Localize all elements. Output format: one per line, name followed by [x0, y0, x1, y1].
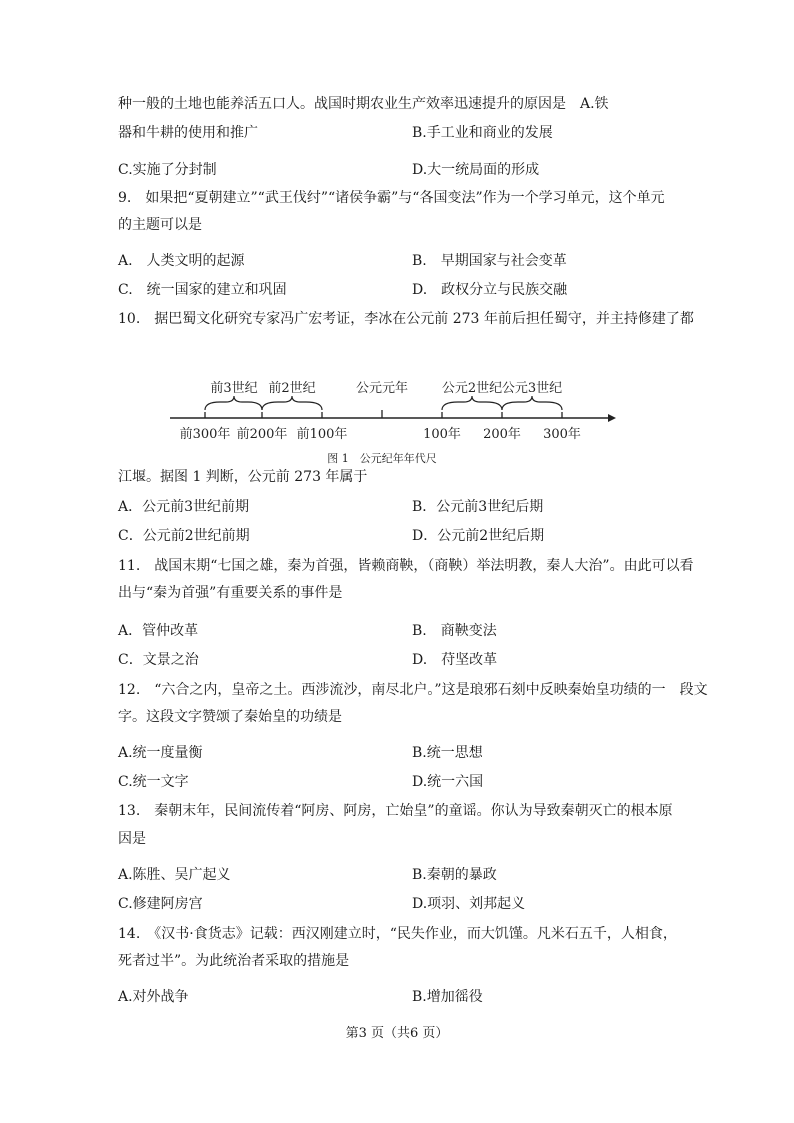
- q13-stem-line1: 13. 秦朝末年，民间流传着“阿房、阿房，亡始皇”的童谣。你认为导致秦朝灭亡的根本原: [118, 803, 673, 819]
- label-ad3: 公元3世纪: [501, 381, 563, 396]
- q13-stem-line2: 因是: [118, 831, 146, 847]
- q11-stem-line1: 11. 战国末期“七国之雄，秦为首强，皆赖商鞅，（商鞅）举法明教，秦人大治”。由此可以看: [118, 558, 694, 574]
- q12-stem-line1: 12. “六合之内，皇帝之土。西涉流沙，南尽北户。”这是琅邪石刻中反映秦始皇功绩的一 段文: [118, 682, 708, 698]
- q12-option-d[interactable]: D.统一六国: [412, 774, 484, 790]
- q9-option-d[interactable]: D. 政权分立与民族交融: [412, 282, 568, 298]
- q8-option-b[interactable]: B.手工业和商业的发展: [412, 125, 553, 141]
- tick-bc300: 前300年: [179, 427, 231, 442]
- label-ad2: 公元2世纪: [441, 381, 503, 396]
- tick-ad300: 300年: [543, 427, 581, 442]
- q9-stem-line1: 9. 如果把“夏朝建立”“武王伐纣”“诸侯争霸”与“各国变法”作为一个学习单元，这个单元: [118, 190, 665, 206]
- brace-ad2: [442, 396, 502, 410]
- q13-option-b[interactable]: B.秦朝的暴政: [412, 867, 497, 883]
- q11-option-c[interactable]: C．文景之治: [118, 652, 199, 668]
- q12-option-a[interactable]: A.统一度量衡: [118, 745, 203, 761]
- q14-stem-line2: 死者过半”。为此统治者采取的措施是: [118, 953, 350, 969]
- brace-bc2: [262, 396, 322, 410]
- page-footer: 第3 页（共6 页）: [345, 1026, 449, 1041]
- label-ad1: 公元元年: [355, 381, 409, 396]
- label-bc3: 前3世纪: [210, 381, 258, 396]
- q9-option-a[interactable]: A. 人类文明的起源: [118, 253, 245, 269]
- label-bc2: 前2世纪: [268, 381, 316, 396]
- q11-option-d[interactable]: D. 苻坚改革: [412, 652, 498, 668]
- q10-option-d[interactable]: D．公元前2世纪后期: [412, 528, 545, 544]
- q12-option-b[interactable]: B.统一思想: [412, 745, 483, 761]
- q11-option-b[interactable]: B. 商鞅变法: [412, 623, 497, 639]
- q12-stem-line2: 字。这段文字赞颂了秦始皇的功绩是: [118, 709, 342, 725]
- q10-option-c[interactable]: C．公元前2世纪前期: [118, 528, 250, 544]
- q8-option-d[interactable]: D.大一统局面的形成: [412, 162, 540, 178]
- q11-stem-line2: 出与“秦为首强”有重要关系的事件是: [118, 585, 343, 601]
- q14-option-a[interactable]: A.对外战争: [118, 989, 189, 1005]
- q13-option-a[interactable]: A.陈胜、吴广起义: [118, 867, 231, 883]
- q14-option-b[interactable]: B.增加徭役: [412, 989, 483, 1005]
- brace-bc3: [205, 396, 262, 410]
- timeline-arrow-icon: [608, 414, 616, 422]
- q8-option-c[interactable]: C.实施了分封制: [118, 162, 217, 178]
- q14-stem-line1: 14. 《汉书·食货志》记载：西汉刚建立时，“民失作业，而大饥馑。凡米石五千，人相食，: [118, 926, 677, 942]
- q9-option-c[interactable]: C. 统一国家的建立和巩固: [118, 282, 287, 298]
- q12-option-c[interactable]: C.统一文字: [118, 774, 189, 790]
- q10-option-a[interactable]: A．公元前3世纪前期: [118, 499, 250, 515]
- tick-ad200: 200年: [483, 427, 521, 442]
- q8-stem-line: 种一般的土地也能养活五口人。战国时期农业生产效率迅速提升的原因是 A.铁: [118, 96, 609, 112]
- q8-option-a-cont[interactable]: 器和牛耕的使用和推广: [118, 125, 258, 141]
- q13-option-d[interactable]: D.项羽、刘邦起义: [412, 896, 526, 912]
- q10-stem-line2: 江堰。据图 1 判断，公元前 273 年属于: [118, 469, 368, 485]
- q10-stem-line1: 10. 据巴蜀文化研究专家冯广宏考证，李冰在公元前 273 年前后担任蜀守，并主持修建了都: [118, 311, 694, 327]
- q13-option-c[interactable]: C.修建阿房宫: [118, 896, 203, 912]
- q9-stem-line2: 的主题可以是: [118, 217, 202, 233]
- tick-ad100: 100年: [423, 427, 461, 442]
- q10-option-b[interactable]: B．公元前3世纪后期: [412, 499, 544, 515]
- tick-bc100: 前100年: [296, 427, 348, 442]
- tick-bc200: 前200年: [236, 427, 288, 442]
- figure-caption: 图 1 公元纪年年代尺: [327, 452, 437, 465]
- timeline-figure: [160, 380, 620, 468]
- brace-ad3: [502, 396, 562, 410]
- q11-option-a[interactable]: A．管仲改革: [118, 623, 199, 639]
- q9-option-b[interactable]: B. 早期国家与社会变革: [412, 253, 567, 269]
